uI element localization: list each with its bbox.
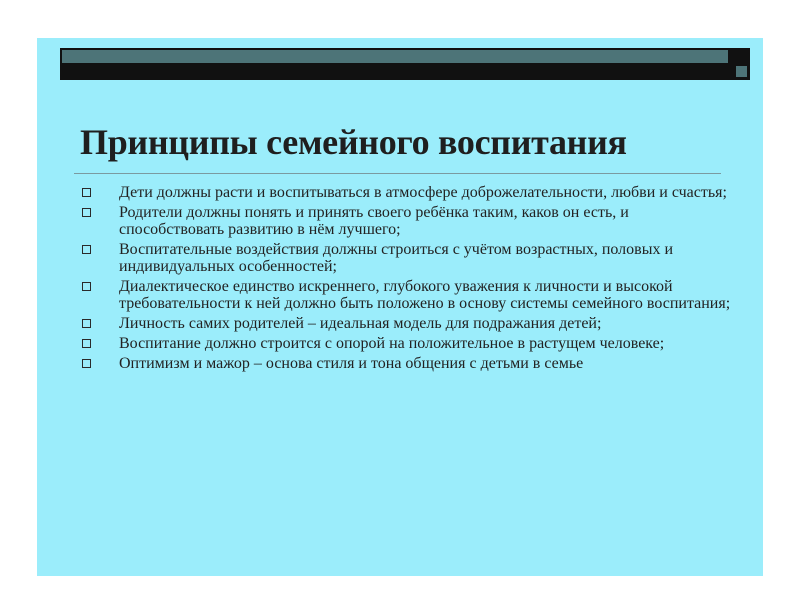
list-item xyxy=(82,315,732,332)
hollow-square-bullet-icon xyxy=(82,282,91,291)
list-item xyxy=(82,204,732,238)
hollow-square-bullet-icon xyxy=(82,188,91,197)
hollow-square-bullet-icon xyxy=(82,319,91,328)
list-item-text: Родители должны понять и принять своего ребёнка таким, каков он есть, и способствовать развитию в нём лучшего; xyxy=(119,204,629,238)
decorative-bar-square xyxy=(736,66,747,77)
principles-list xyxy=(82,184,732,375)
list-item xyxy=(82,355,732,372)
list-item-text: Диалектическое единство искреннего, глубокого уважения к личности и высокой требовательности к ней должно быть положено в основу системы семейного воспитания; xyxy=(119,278,731,312)
list-item-text: Дети должны расти и воспитываться в атмосфере доброжелательности, любви и счастья; xyxy=(119,184,727,201)
list-item xyxy=(82,184,732,201)
list-item-text: Воспитательные воздействия должны строиться с учётом возрастных, половых и индивидуальных особенностей; xyxy=(119,241,674,275)
list-item xyxy=(82,335,732,352)
hollow-square-bullet-icon xyxy=(82,359,91,368)
list-item xyxy=(82,278,732,312)
decorative-bar-stripe xyxy=(62,50,728,63)
hollow-square-bullet-icon xyxy=(82,339,91,348)
slide xyxy=(37,38,763,576)
hollow-square-bullet-icon xyxy=(82,245,91,254)
title-divider xyxy=(74,173,721,174)
list-item-text: Оптимизм и мажор – основа стиля и тона общения с детьми в семье xyxy=(119,355,584,372)
list-item-text: Воспитание должно строится с опорой на положительное в растущем человеке; xyxy=(119,335,665,352)
decorative-header-bar xyxy=(60,48,750,80)
slide-title: Принципы семейного воспитания xyxy=(80,122,627,162)
list-item-text: Личность самих родителей – идеальная модель для подражания детей; xyxy=(119,315,602,332)
list-item xyxy=(82,241,732,275)
hollow-square-bullet-icon xyxy=(82,208,91,217)
